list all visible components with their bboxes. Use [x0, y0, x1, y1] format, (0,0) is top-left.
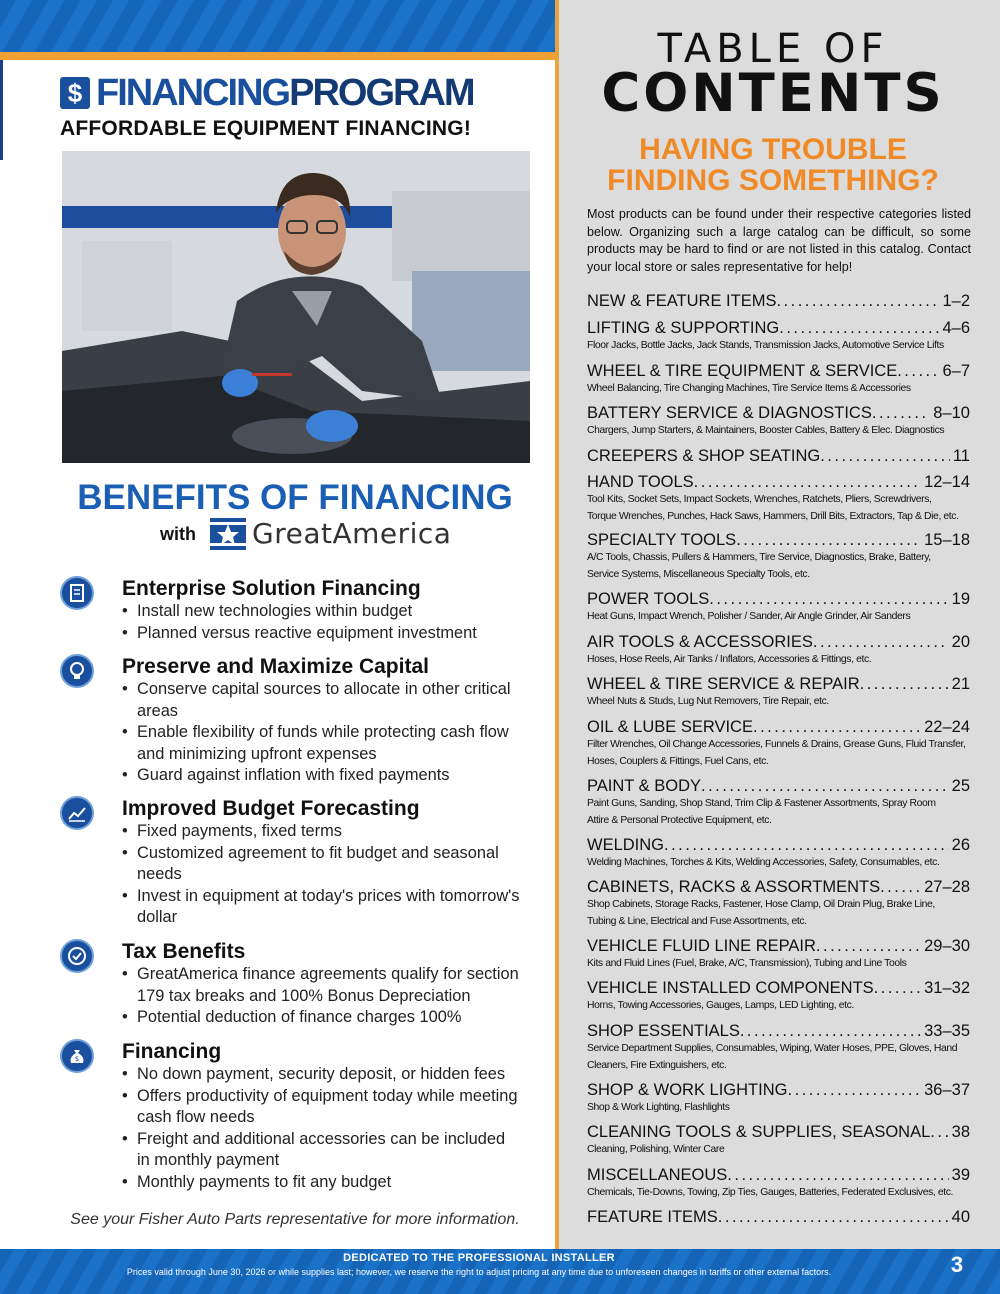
toc-leader-dots — [664, 835, 949, 855]
toc-leader-dots — [813, 632, 949, 652]
toc-section-name: CREEPERS & SHOP SEATING — [587, 447, 821, 465]
toc-page-range: 6–7 — [942, 362, 970, 380]
toc-page-range: 26 — [951, 836, 970, 854]
footer-disclaimer: Prices valid through June 30, 2026 or while supplies last; however, we reserve the right to adjust pricing at any time due to unforeseen changes in tariffs or other external factors. — [126, 1267, 832, 1277]
toc-section-description: Cleaning, Polishing, Winter Care — [587, 1144, 725, 1155]
checkmark-badge-icon — [60, 939, 94, 973]
toc-section-description: Hoses, Couplers & Fittings, Fuel Cans, etc. — [587, 755, 769, 767]
benefit-bullet: • Install new technologies within budget — [122, 601, 522, 623]
toc-page-range: 19 — [951, 590, 970, 608]
top-orange-rule — [0, 52, 556, 60]
dollar-icon: $ — [60, 77, 90, 109]
toc-leader-dots — [694, 472, 921, 492]
toc-entry — [587, 877, 970, 930]
benefit-heading: Enterprise Solution Financing — [122, 577, 421, 600]
toc-section-description: Wheel Balancing, Tire Changing Machines, Tire Service Items & Accessories — [587, 383, 911, 394]
toc-leader-dots — [753, 717, 921, 737]
toc-entry — [587, 1122, 970, 1159]
trend-chart-icon — [60, 796, 94, 830]
toc-entry-line — [587, 877, 970, 897]
toc-section-description: Paint Guns, Sanding, Shop Stand, Trim Clip & Fastener Assortments, Spray Room — [587, 798, 936, 809]
mechanic-photo — [62, 151, 530, 463]
toc-leader-dots — [816, 936, 921, 956]
toc-entry — [587, 1165, 970, 1202]
toc-section-description: Service Systems, Miscellaneous Specialty Tools, etc. — [587, 568, 810, 580]
toc-section-name: NEW & FEATURE ITEMS — [587, 292, 777, 310]
toc-leader-dots — [880, 877, 921, 897]
toc-title-line1: TABLE OF — [657, 26, 889, 72]
benefit-bullet: • Potential deduction of finance charges 100% — [122, 1007, 522, 1029]
toc-section-name: CABINETS, RACKS & ASSORTMENTS — [587, 878, 881, 896]
benefit-bullet: • No down payment, security deposit, or hidden fees — [122, 1064, 522, 1086]
toc-entry — [587, 1021, 970, 1074]
toc-entry-line — [587, 530, 970, 550]
toc-entry-line — [587, 472, 970, 492]
benefit-bullet: • Freight and additional accessories can be included in monthly payment — [122, 1129, 522, 1172]
svg-text:$: $ — [74, 1055, 80, 1063]
toc-section-name: MISCELLANEOUS — [587, 1166, 728, 1184]
toc-section-description: Tubing & Line, Electrical and Fuse Assortments, etc. — [587, 915, 807, 927]
toc-section-description: Cleaners, Fire Extinguishers, etc. — [587, 1059, 727, 1071]
benefit-bullet: • Planned versus reactive equipment investment — [122, 623, 522, 645]
toc-entry-line — [587, 978, 970, 998]
partner-name: GreatAmerica — [252, 517, 452, 550]
toc-section-name: OIL & LUBE SERVICE — [587, 718, 753, 736]
representative-note: See your Fisher Auto Parts representative for more information. — [70, 1211, 520, 1228]
toc-section-name: HAND TOOLS — [587, 473, 694, 491]
benefit-heading: Improved Budget Forecasting — [122, 797, 420, 820]
toc-page-range: 1–2 — [942, 292, 970, 310]
benefit-bullets — [122, 679, 522, 787]
star-icon — [210, 516, 246, 552]
toc-entry-line — [587, 776, 970, 796]
toc-entry-line — [587, 936, 970, 956]
toc-page-range: 11 — [952, 447, 970, 465]
toc-leader-dots — [820, 446, 950, 466]
benefit-bullet: • Monthly payments to fit any budget — [122, 1172, 522, 1194]
toc-page-range: 21 — [951, 675, 970, 693]
toc-entry — [587, 589, 970, 626]
toc-leader-dots — [736, 530, 921, 550]
toc-section-description: Chargers, Jump Starters, & Maintainers, Booster Cables, Battery & Elec. Diagnostics — [587, 425, 945, 436]
toc-section-description: Service Department Supplies, Consumables, Wiping, Water Hoses, PPE, Gloves, Hand — [587, 1043, 958, 1054]
financing-title-part1: FINANCING — [96, 72, 290, 114]
toc-entry-line — [587, 674, 970, 694]
toc-page-range: 25 — [951, 777, 970, 795]
toc-leader-dots — [930, 1122, 948, 1142]
toc-leader-dots — [874, 978, 921, 998]
toc-page-range: 20 — [951, 633, 970, 651]
toc-leader-dots — [701, 776, 949, 796]
toc-section-name: CLEANING TOOLS & SUPPLIES, SEASONAL — [587, 1123, 931, 1141]
toc-entry-line — [587, 318, 970, 338]
toc-leader-dots — [779, 318, 939, 338]
benefit-bullet: • Guard against inflation with fixed payments — [122, 765, 522, 787]
toc-intro: Most products can be found under their respective categories listed below. Organizing such a large catalog can be difficult, so some products may be hard to find or are not listed in this catalog. Contact your local store or sales representative for help! — [587, 207, 971, 274]
toc-section-description: Tool Kits, Socket Sets, Impact Sockets, Wrenches, Ratchets, Pliers, Screwdrivers, — [587, 494, 932, 505]
benefit-heading: Preserve and Maximize Capital — [122, 655, 429, 678]
toc-entry-line — [587, 1021, 970, 1041]
toc-section-description: Chemicals, Tie-Downs, Towing, Zip Ties, Gauges, Batteries, Federated Exclusives, etc. — [587, 1187, 954, 1198]
benefit-bullet: • Conserve capital sources to allocate in other critical areas — [122, 679, 522, 722]
toc-leader-dots — [860, 674, 949, 694]
money-bag-icon — [60, 1039, 94, 1073]
financing-subtitle: AFFORDABLE EQUIPMENT FINANCING! — [60, 117, 472, 140]
with-label: with — [160, 524, 196, 544]
toc-section-name: SHOP & WORK LIGHTING — [587, 1081, 788, 1099]
toc-entry-line — [587, 1080, 970, 1100]
financing-header — [60, 74, 530, 142]
benefits-title: BENEFITS OF FINANCING — [77, 478, 513, 517]
toc-section-description: Kits and Fluid Lines (Fuel, Brake, A/C, Transmission), Tubing and Line Tools — [587, 958, 907, 969]
top-stripe-band — [0, 0, 556, 52]
toc-entry-line — [587, 1207, 970, 1227]
toc-entry — [587, 776, 970, 829]
toc-section-description: Hoses, Hose Reels, Air Tanks / Inflators, Accessories & Fittings, etc. — [587, 654, 872, 665]
toc-leader-dots — [709, 589, 948, 609]
toc-entry-line — [587, 717, 970, 737]
benefit-bullet: • GreatAmerica finance agreements qualify for section 179 tax breaks and 100% Bonus Depreciation — [122, 964, 522, 1007]
benefit-bullets — [122, 964, 522, 1029]
toc-page-range: 15–18 — [924, 531, 970, 549]
benefit-bullets — [122, 1064, 522, 1194]
toc-section-description: Floor Jacks, Bottle Jacks, Jack Stands, Transmission Jacks, Automotive Service Lifts — [587, 340, 944, 351]
trouble-line1: HAVING TROUBLE — [639, 133, 907, 166]
toc-entry — [587, 1080, 970, 1117]
partner-row — [160, 516, 451, 552]
toc-page-range: 36–37 — [924, 1081, 970, 1099]
toc-page-range: 39 — [951, 1166, 970, 1184]
benefit-heading: Tax Benefits — [122, 940, 246, 963]
toc-leader-dots — [776, 291, 939, 311]
toc-page-range: 31–32 — [924, 979, 970, 997]
toc-entry-line — [587, 1165, 970, 1185]
toc-section-name: SHOP ESSENTIALS — [587, 1022, 740, 1040]
toc-entry-line — [587, 291, 970, 311]
toc-page-range: 38 — [951, 1123, 970, 1141]
toc-page-range: 8–10 — [933, 404, 970, 422]
toc-entry-line — [587, 361, 970, 381]
toc-page-range: 22–24 — [924, 718, 970, 736]
toc-title-line2: CONTENTS — [601, 63, 945, 124]
toc-section-description: Horns, Towing Accessories, Gauges, Lamps, LED Lighting, etc. — [587, 1000, 854, 1011]
toc-leader-dots — [787, 1080, 921, 1100]
toc-entry — [587, 1207, 970, 1227]
benefit-bullet: • Fixed payments, fixed terms — [122, 821, 522, 843]
financing-title-part2: PROGRAM — [289, 72, 474, 114]
toc-entry-line — [587, 632, 970, 652]
toc-section-description: Filter Wrenches, Oil Change Accessories, Funnels & Drains, Grease Guns, Fluid Transfer, — [587, 739, 966, 750]
toc-entry-line — [587, 446, 970, 466]
toc-leader-dots — [718, 1207, 949, 1227]
toc-page-range: 12–14 — [924, 473, 970, 491]
toc-leader-dots — [727, 1165, 948, 1185]
benefit-bullet: • Offers productivity of equipment today while meeting cash flow needs — [122, 1086, 522, 1129]
toc-section-description: A/C Tools, Chassis, Pullers & Hammers, Tire Service, Diagnostics, Brake, Battery, — [587, 552, 931, 563]
toc-entry — [587, 717, 970, 770]
toc-entry-line — [587, 403, 970, 423]
toc-entry — [587, 318, 970, 355]
toc-section-description: Torque Wrenches, Punches, Hack Saws, Hammers, Drill Bits, Extractors, Tap & Die, etc. — [587, 510, 959, 522]
toc-entry — [587, 936, 970, 973]
toc-entry — [587, 446, 970, 466]
toc-section-name: AIR TOOLS & ACCESSORIES — [587, 633, 813, 651]
toc-section-description: Shop Cabinets, Storage Racks, Fastener, Hose Clamp, Oil Drain Plug, Brake Line, — [587, 899, 935, 910]
toc-page-range: 40 — [951, 1208, 970, 1226]
trouble-line2: FINDING SOMETHING? — [607, 164, 939, 197]
toc-page-range: 4–6 — [942, 319, 970, 337]
financing-title — [60, 74, 530, 112]
benefit-bullets — [122, 821, 522, 929]
toc-section-description: Attire & Personal Protective Equipment, etc. — [587, 814, 772, 826]
document-icon — [60, 576, 94, 610]
toc-section-name: WHEEL & TIRE SERVICE & REPAIR — [587, 675, 860, 693]
toc-entry — [587, 835, 970, 872]
page-number: 3 — [950, 1252, 964, 1277]
toc-section-name: VEHICLE INSTALLED COMPONENTS — [587, 979, 874, 997]
benefit-bullets — [122, 601, 522, 644]
greatamerica-logo — [210, 516, 451, 552]
toc-section-name: PAINT & BODY — [587, 777, 702, 795]
toc-section-description: Heat Guns, Impact Wrench, Polisher / Sander, Air Angle Grinder, Air Sanders — [587, 611, 911, 622]
left-edge-accent — [0, 60, 3, 160]
footer-tagline: DEDICATED TO THE PROFESSIONAL INSTALLER — [343, 1252, 615, 1264]
toc-entry-line — [587, 835, 970, 855]
toc-entry-line — [587, 589, 970, 609]
toc-section-name: SPECIALTY TOOLS — [587, 531, 737, 549]
benefit-bullet: • Invest in equipment at today's prices with tomorrow's dollar — [122, 886, 522, 929]
toc-entry — [587, 472, 970, 525]
toc-leader-dots — [740, 1021, 921, 1041]
toc-entry — [587, 361, 970, 398]
toc-entry-line — [587, 1122, 970, 1142]
benefit-bullet: • Customized agreement to fit budget and seasonal needs — [122, 843, 522, 886]
toc-page-range: 27–28 — [924, 878, 970, 896]
trouble-heading — [559, 134, 987, 196]
toc-leader-dots — [897, 361, 939, 381]
toc-leader-dots — [872, 403, 930, 423]
lightbulb-icon — [60, 654, 94, 688]
toc-section-name: POWER TOOLS — [587, 590, 710, 608]
toc-section-description: Welding Machines, Torches & Kits, Welding Accessories, Safety, Consumables, etc. — [587, 857, 940, 868]
toc-section-description: Wheel Nuts & Studs, Lug Nut Removers, Tire Repair, etc. — [587, 696, 829, 707]
toc-entry — [587, 978, 970, 1015]
toc-section-name: FEATURE ITEMS — [587, 1208, 718, 1226]
toc-entry — [587, 632, 970, 669]
toc-entry — [587, 403, 970, 440]
toc-entry — [587, 674, 970, 711]
mechanic-illustration — [62, 151, 530, 463]
benefit-heading: Financing — [122, 1040, 222, 1063]
toc-section-name: WELDING — [587, 836, 665, 854]
toc-section-name: VEHICLE FLUID LINE REPAIR — [587, 937, 816, 955]
toc-entry — [587, 530, 970, 583]
toc-page-range: 29–30 — [924, 937, 970, 955]
benefit-bullet: • Enable flexibility of funds while protecting cash flow and minimizing upfront expenses — [122, 722, 522, 765]
toc-section-name: LIFTING & SUPPORTING — [587, 319, 780, 337]
toc-page-range: 33–35 — [924, 1022, 970, 1040]
toc-entry — [587, 291, 970, 311]
toc-section-name: WHEEL & TIRE EQUIPMENT & SERVICE — [587, 362, 898, 380]
toc-section-description: Shop & Work Lighting, Flashlights — [587, 1102, 730, 1113]
toc-section-name: BATTERY SERVICE & DIAGNOSTICS — [587, 404, 872, 422]
